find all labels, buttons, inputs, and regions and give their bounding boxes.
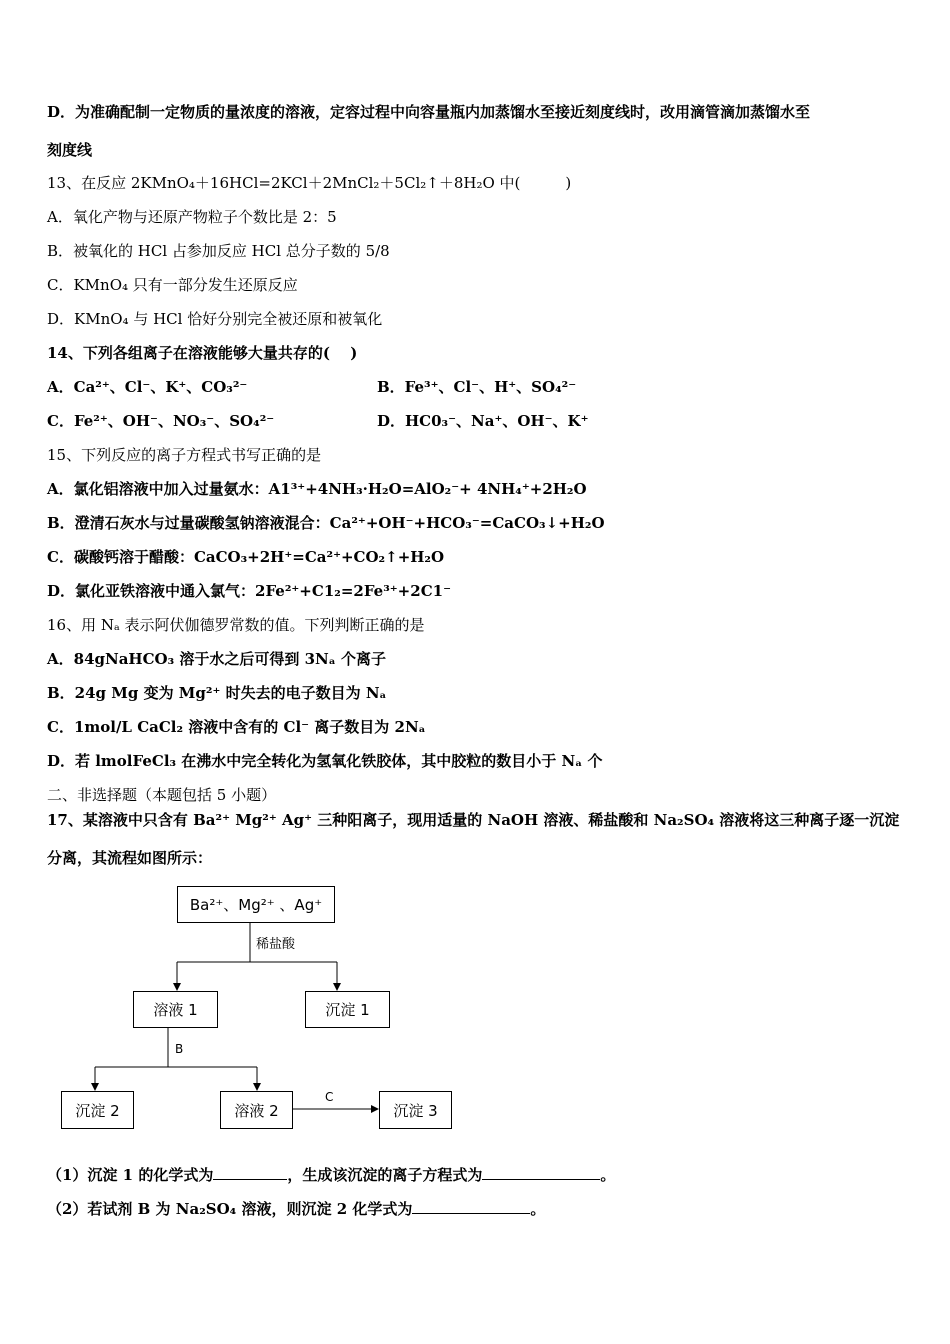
q17-part1-text-c: 。 [600,1166,616,1184]
flow-precipitate-3: 沉淀 3 [379,1091,452,1129]
q14-option-c: C．Fe²⁺、OH⁻、NO₃⁻、SO₄²⁻ [47,412,275,430]
q16-option-d: D．若 lmolFeCl₃ 在沸水中完全转化为氢氧化铁胶体，其中胶粒的数目小于 Nₐ 个 [47,752,603,770]
q15-option-b: B．澄清石灰水与过量碳酸氢钠溶液混合：Ca²⁺+OH⁻+HCO₃⁻=CaCO₃↓+H₂O [47,514,605,532]
q13-option-d: D．KMnO₄ 与 HCl 恰好分别完全被还原和被氧化 [47,310,383,328]
q15-option-c: C．碳酸钙溶于醋酸：CaCO₃+2H⁺=Ca²⁺+CO₂↑+H₂O [47,548,445,566]
flow-start-ions: Ba²⁺、Mg²⁺ 、Ag⁺ [177,886,335,923]
q14-option-d: D．HC0₃⁻、Na⁺、OH⁻、K⁺ [377,412,589,430]
flow-precipitate-1: 沉淀 1 [305,991,390,1028]
q16-option-a: A．84gNaHCO₃ 溶于水之后可得到 3Nₐ 个离子 [47,650,386,668]
q15-option-a: A．氯化铝溶液中加入过量氨水：A1³⁺+4NH₃·H₂O=AlO₂⁻+ 4NH₄⁺+2H₂O [47,480,587,498]
q17-stem-line2: 分离，其流程如图所示： [47,849,213,867]
section-heading: 二、非选择题（本题包括 5 小题） [47,786,277,804]
q17-part1-text-b: ，生成该沉淀的离子方程式为 [287,1166,483,1184]
q13-option-b: B．被氧化的 HCl 占参加反应 HCl 总分子数的 5/8 [47,242,390,260]
q12-option-d-line2: 刻度线 [47,141,93,159]
q14-stem: 14、下列各组离子在溶液能够大量共存的( ) [47,344,358,362]
flow-reagent-b: B [175,1042,184,1056]
q17-part1-text-a: （1）沉淀 1 的化学式为 [47,1166,214,1184]
q17-part2-text-a: （2）若试剂 B 为 Na₂SO₄ 溶液，则沉淀 2 化学式为 [47,1200,413,1218]
q13-option-c: C．KMnO₄ 只有一部分发生还原反应 [47,276,298,294]
q17-part1 [47,1165,615,1185]
q12-option-d-line1: D．为准确配制一定物质的量浓度的溶液，定容过程中向容量瓶内加蒸馏水至接近刻度线时，改用滴管滴加蒸馏水至 [47,103,811,121]
q13-stem: 13、在反应 2KMnO₄＋16HCl=2KCl＋2MnCl₂＋5Cl₂↑＋8H₂O 中( ) [47,174,572,192]
q14-option-b: B．Fe³⁺、Cl⁻、H⁺、SO₄²⁻ [377,378,577,396]
flow-solution-2: 溶液 2 [220,1091,293,1129]
q16-option-b: B．24g Mg 变为 Mg²⁺ 时失去的电子数目为 Nₐ [47,684,387,702]
q16-option-c: C．1mol/L CaCl₂ 溶液中含有的 Cl⁻ 离子数目为 2Nₐ [47,718,426,736]
q15-option-d: D．氯化亚铁溶液中通入氯气：2Fe²⁺+C1₂=2Fe³⁺+2C1⁻ [47,582,451,600]
q13-option-a: A．氧化产物与还原产物粒子个数比是 2：5 [47,208,337,226]
q17-stem-line1: 17、某溶液中只含有 Ba²⁺ Mg²⁺ Ag⁺ 三种阳离子，现用适量的 NaOH 溶液、稀盐酸和 Na₂SO₄ 溶液将这三种离子逐一沉淀 [47,811,900,829]
flowchart [55,882,475,1142]
q17-part2-text-b: 。 [530,1200,546,1218]
flow-reagent-c: C [325,1090,334,1104]
q14-option-a: A．Ca²⁺、Cl⁻、K⁺、CO₃²⁻ [47,378,248,396]
flow-precipitate-2: 沉淀 2 [61,1091,134,1129]
flow-reagent-hcl: 稀盐酸 [256,937,296,952]
q17-part1-blank-1[interactable] [213,1165,287,1180]
q17-part2 [47,1199,545,1219]
q17-part1-blank-2[interactable] [482,1165,600,1180]
q15-stem: 15、下列反应的离子方程式书写正确的是 [47,446,322,464]
flow-solution-1: 溶液 1 [133,991,218,1028]
q16-stem: 16、用 Nₐ 表示阿伏伽德罗常数的值。下列判断正确的是 [47,616,425,634]
q17-part2-blank[interactable] [412,1199,530,1214]
